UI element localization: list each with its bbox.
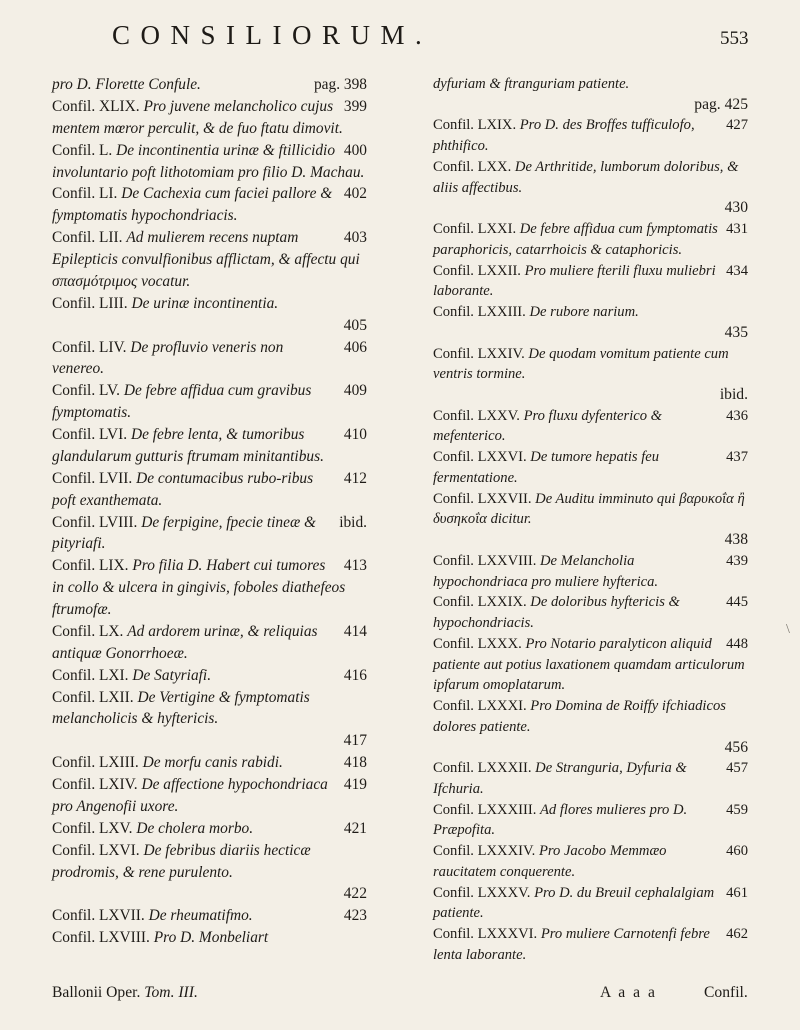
index-entry [52, 227, 367, 293]
entry-label: Confil. LX. [52, 622, 124, 640]
entry-page: 414 [343, 622, 367, 640]
entry-label: Confil. LXVII. [52, 907, 145, 925]
index-entry [52, 96, 367, 140]
entry-title: De rubore narium. [529, 304, 639, 321]
entry-title: De incontinentia urinæ & ftillicidio involuntario poft lithotomiam pro filio D. Machau. [52, 141, 365, 181]
volume-text: Tom. III. [144, 984, 198, 1001]
entry-label: Confil. LIII. [52, 294, 128, 312]
entry-page: 409 [343, 382, 367, 400]
entry-page: 448 [726, 635, 748, 652]
entry-page: 427 [726, 117, 748, 134]
entry-page: 421 [343, 819, 367, 837]
entry-label: Confil. LXXIX. [433, 594, 527, 611]
index-entry [52, 555, 367, 621]
entry-label: Confil. LXXI. [433, 221, 517, 238]
signature-mark: A a a a [600, 984, 657, 1001]
entry-page: 418 [343, 754, 367, 772]
index-entry [433, 800, 748, 841]
page-number: 553 [720, 28, 749, 49]
entry-label: Confil. LVIII. [52, 513, 138, 531]
entry-page: pag. 398 [313, 76, 367, 93]
index-entry [52, 665, 367, 687]
index-entry [52, 380, 367, 424]
index-entry [433, 157, 748, 219]
entry-title: De febre lenta, & tumoribus glandularum gutturis ftrumam minitantibus. [52, 426, 324, 465]
index-entry [52, 927, 367, 949]
entry-label: Confil. LXXXIII. [433, 801, 537, 818]
index-entry [52, 512, 367, 556]
entry-page: 413 [343, 557, 367, 575]
entry-page: 406 [343, 338, 367, 356]
entry-label: Confil. LI. [52, 185, 118, 203]
running-head [0, 14, 800, 54]
entry-label: Confil. LXIX. [433, 117, 517, 134]
entry-label: Confil. LXXIV. [433, 345, 525, 362]
entry-page: 445 [726, 594, 748, 611]
entry-page: 412 [343, 469, 367, 487]
entry-page: 410 [343, 426, 367, 443]
entry-title: Pro D. Monbeliart [153, 929, 269, 947]
index-entry [433, 74, 748, 115]
entry-page: 417 [343, 732, 367, 750]
entry-title: Ad ardorem urinæ, & reliquias antiquæ Gonorrhoeæ. [52, 622, 318, 662]
entry-page: 402 [343, 185, 367, 203]
entry-page: 439 [726, 552, 748, 569]
index-entry [433, 696, 748, 758]
entry-label: Confil. LXXII. [433, 262, 521, 279]
entry-page: 460 [726, 843, 748, 860]
entry-label: Confil. LXXVIII. [433, 552, 537, 569]
index-entry [433, 489, 748, 551]
entry-title: De urinæ incontinentia. [131, 294, 279, 312]
entry-page: 437 [726, 449, 748, 466]
index-entry [52, 840, 367, 906]
entry-label: Confil. LXXVI. [433, 449, 527, 466]
index-entry [52, 905, 367, 927]
left-column [52, 74, 367, 949]
entry-page: 459 [726, 801, 748, 818]
entry-label: Confil. LXXXVI. [433, 926, 538, 943]
index-entry [433, 592, 748, 633]
index-entry [433, 219, 748, 260]
index-entry [52, 468, 367, 512]
entry-title: De Vertigine & fymptomatis melancholicis & hyftericis. [52, 688, 310, 728]
entry-title: Pro muliere Carnotenfi febre lenta laborante. [433, 926, 710, 963]
index-entry [52, 752, 367, 774]
entry-title: De Stranguria, Dyfuria & Ifchuria. [433, 760, 687, 797]
margin-mark: \ [786, 622, 790, 637]
entry-title: dyfuriam & ftranguriam patiente. [433, 76, 630, 92]
running-title: CONSILIORUM. [112, 20, 433, 50]
entry-title: Pro D. des Broffes tufficulofo, phthifico. [433, 117, 695, 155]
entry-page: 438 [724, 531, 748, 549]
entry-title: Ad mulierem recens nuptam Epilepticis convulfionibus afflictam, & affectu qui σπασμότριμος vocatur. [52, 229, 360, 290]
entry-label: Confil. LXI. [52, 666, 129, 684]
entry-label: Confil. LXIII. [52, 754, 139, 772]
entry-label: Confil. LXXVII. [433, 490, 532, 507]
entry-label: Confil. LII. [52, 229, 123, 247]
entry-title: De Arthritide, lumborum doloribus, & aliis affectibus. [433, 158, 739, 196]
index-entry [433, 406, 748, 447]
entry-label: Confil. LVII. [52, 469, 133, 487]
entry-label: Confil. L. [52, 141, 113, 159]
index-entry [433, 634, 748, 696]
entry-title: De rheumatifmo. [148, 907, 253, 925]
entry-title: De cholera morbo. [136, 819, 254, 837]
entry-title: Pro D. du Breuil cephalalgiam patiente. [433, 884, 715, 922]
entry-title: Pro filia D. Habert cui tumores in collo & ulcera in gingivis, foboles diathefeos ftrumofæ. [52, 557, 346, 618]
catchword: Confil. [704, 984, 748, 1001]
entry-label: Confil. XLIX. [52, 97, 140, 115]
entry-title: Pro Domina de Roiffy ifchiadicos dolores patiente. [433, 698, 726, 735]
index-entry [433, 261, 748, 302]
entry-label: Confil. LXVIII. [52, 929, 150, 947]
index-entry [52, 74, 367, 96]
entry-page: 430 [724, 199, 748, 217]
entry-label: Confil. LXXX. [433, 635, 522, 652]
entry-page: 435 [724, 323, 748, 341]
index-entry [433, 302, 748, 343]
index-entry [52, 293, 367, 337]
entry-page: 403 [343, 229, 367, 247]
entry-page: 405 [343, 316, 367, 334]
imprint-text: Ballonii Oper. [52, 984, 141, 1001]
entry-page: 423 [343, 907, 367, 925]
index-entry [52, 424, 367, 468]
entry-title: pro D. Florette Confule. [52, 76, 201, 93]
entry-title: De contumacibus rubo-ribus poft exanthemata. [52, 469, 314, 509]
entry-title: De quodam vomitum patiente cum ventris tormine. [433, 345, 729, 383]
index-entry [433, 344, 748, 406]
entry-title: De Cachexia cum faciei pallore & fymptomatis hypochondriacis. [52, 185, 333, 225]
index-entry [433, 841, 748, 882]
index-entry [433, 758, 748, 799]
entry-title: De morfu canis rabidi. [142, 754, 283, 772]
entry-label: Confil. LV. [52, 382, 120, 400]
entry-title: De febre affidua cum gravibus fymptomatis. [52, 382, 312, 422]
index-entry [52, 621, 367, 665]
entry-page: 436 [726, 407, 748, 424]
footer-imprint [52, 984, 198, 1002]
entry-title: De profluvio veneris non venereo. [52, 338, 284, 378]
index-entry [52, 183, 367, 227]
index-entry [52, 337, 367, 381]
index-entry [52, 140, 367, 184]
index-entry [52, 774, 367, 818]
entry-label: Confil. LXII. [52, 688, 134, 706]
index-entry [52, 818, 367, 840]
entry-label: Confil. LIV. [52, 338, 127, 356]
entry-label: Confil. LXXXIV. [433, 843, 536, 860]
entry-title: De febribus diariis hecticæ prodromis, & rene purulento. [52, 841, 311, 881]
entry-label: Confil. LXV. [52, 819, 133, 837]
entry-label: Confil. LIX. [52, 557, 129, 575]
entry-page: pag. 425 [694, 95, 748, 113]
index-entry [433, 883, 748, 924]
entry-label: Confil. LXXV. [433, 407, 520, 424]
entry-page: 434 [726, 262, 748, 279]
index-entry [433, 447, 748, 488]
entry-page: 419 [343, 776, 367, 793]
entry-label: Confil. LXXIII. [433, 304, 526, 321]
entry-title: Pro fluxu dyfenterico & mefenterico. [433, 407, 663, 445]
entry-title: Pro juvene melancholico cujus mentem mœror perculit, & de fuo ftatu dimovit. [52, 97, 343, 137]
entry-label: Confil. LVI. [52, 426, 128, 443]
entry-page: 400 [343, 141, 367, 159]
entry-page: 416 [343, 666, 367, 684]
entry-page: 456 [724, 738, 748, 756]
entry-page: ibid. [719, 386, 748, 404]
entry-page: 431 [726, 221, 748, 238]
right-column [433, 74, 748, 966]
entry-label: Confil. LXXXI. [433, 698, 527, 715]
entry-page: 422 [343, 885, 367, 903]
entry-label: Confil. LXXXV. [433, 884, 531, 901]
entry-label: Confil. LXIV. [52, 776, 138, 793]
entry-title: De Melancholia hypochondriaca pro muliere hyfterica. [433, 552, 659, 590]
index-entry [433, 924, 748, 965]
entry-title: De doloribus hyftericis & hypochondriacis. [433, 594, 680, 632]
entry-page: ibid. [339, 513, 367, 531]
entry-title: De Satyriafi. [132, 666, 212, 684]
entry-title: De tumore hepatis feu fermentatione. [433, 449, 660, 486]
index-entry [433, 115, 748, 156]
index-entry [52, 687, 367, 753]
entry-page: 461 [726, 884, 748, 901]
entry-label: Confil. LXX. [433, 158, 512, 175]
entry-title: Pro Jacobo Memmæo raucitatem conquerente. [433, 843, 667, 880]
entry-label: Confil. LXVI. [52, 841, 140, 859]
entry-title: De ferpigine, fpecie tineæ & pityriafi. [52, 513, 317, 553]
entry-title: De affectione hypochondriaca pro Angenofii uxore. [52, 776, 328, 815]
entry-title: De febre affidua cum fymptomatis paraphoricis, catarrhoicis & cataphoricis. [433, 221, 718, 258]
entry-page: 399 [343, 97, 367, 115]
entry-title: De Auditu imminuto qui βαρυκοΐα ἢ δυσηκοΐα dicitur. [433, 490, 745, 528]
entry-title: Pro Notario paralyticon aliquid patiente aut potius laxationem quamdam articulorum ipfarum omoplatarum. [433, 635, 745, 694]
entry-page: 462 [726, 926, 748, 943]
index-entry [433, 551, 748, 592]
entry-title: Pro muliere fterili fluxu muliebri laborante. [433, 262, 716, 300]
entry-title: Ad flores mulieres pro D. Præpofita. [433, 801, 688, 839]
entry-page: 457 [726, 760, 748, 777]
entry-label: Confil. LXXXII. [433, 760, 532, 777]
